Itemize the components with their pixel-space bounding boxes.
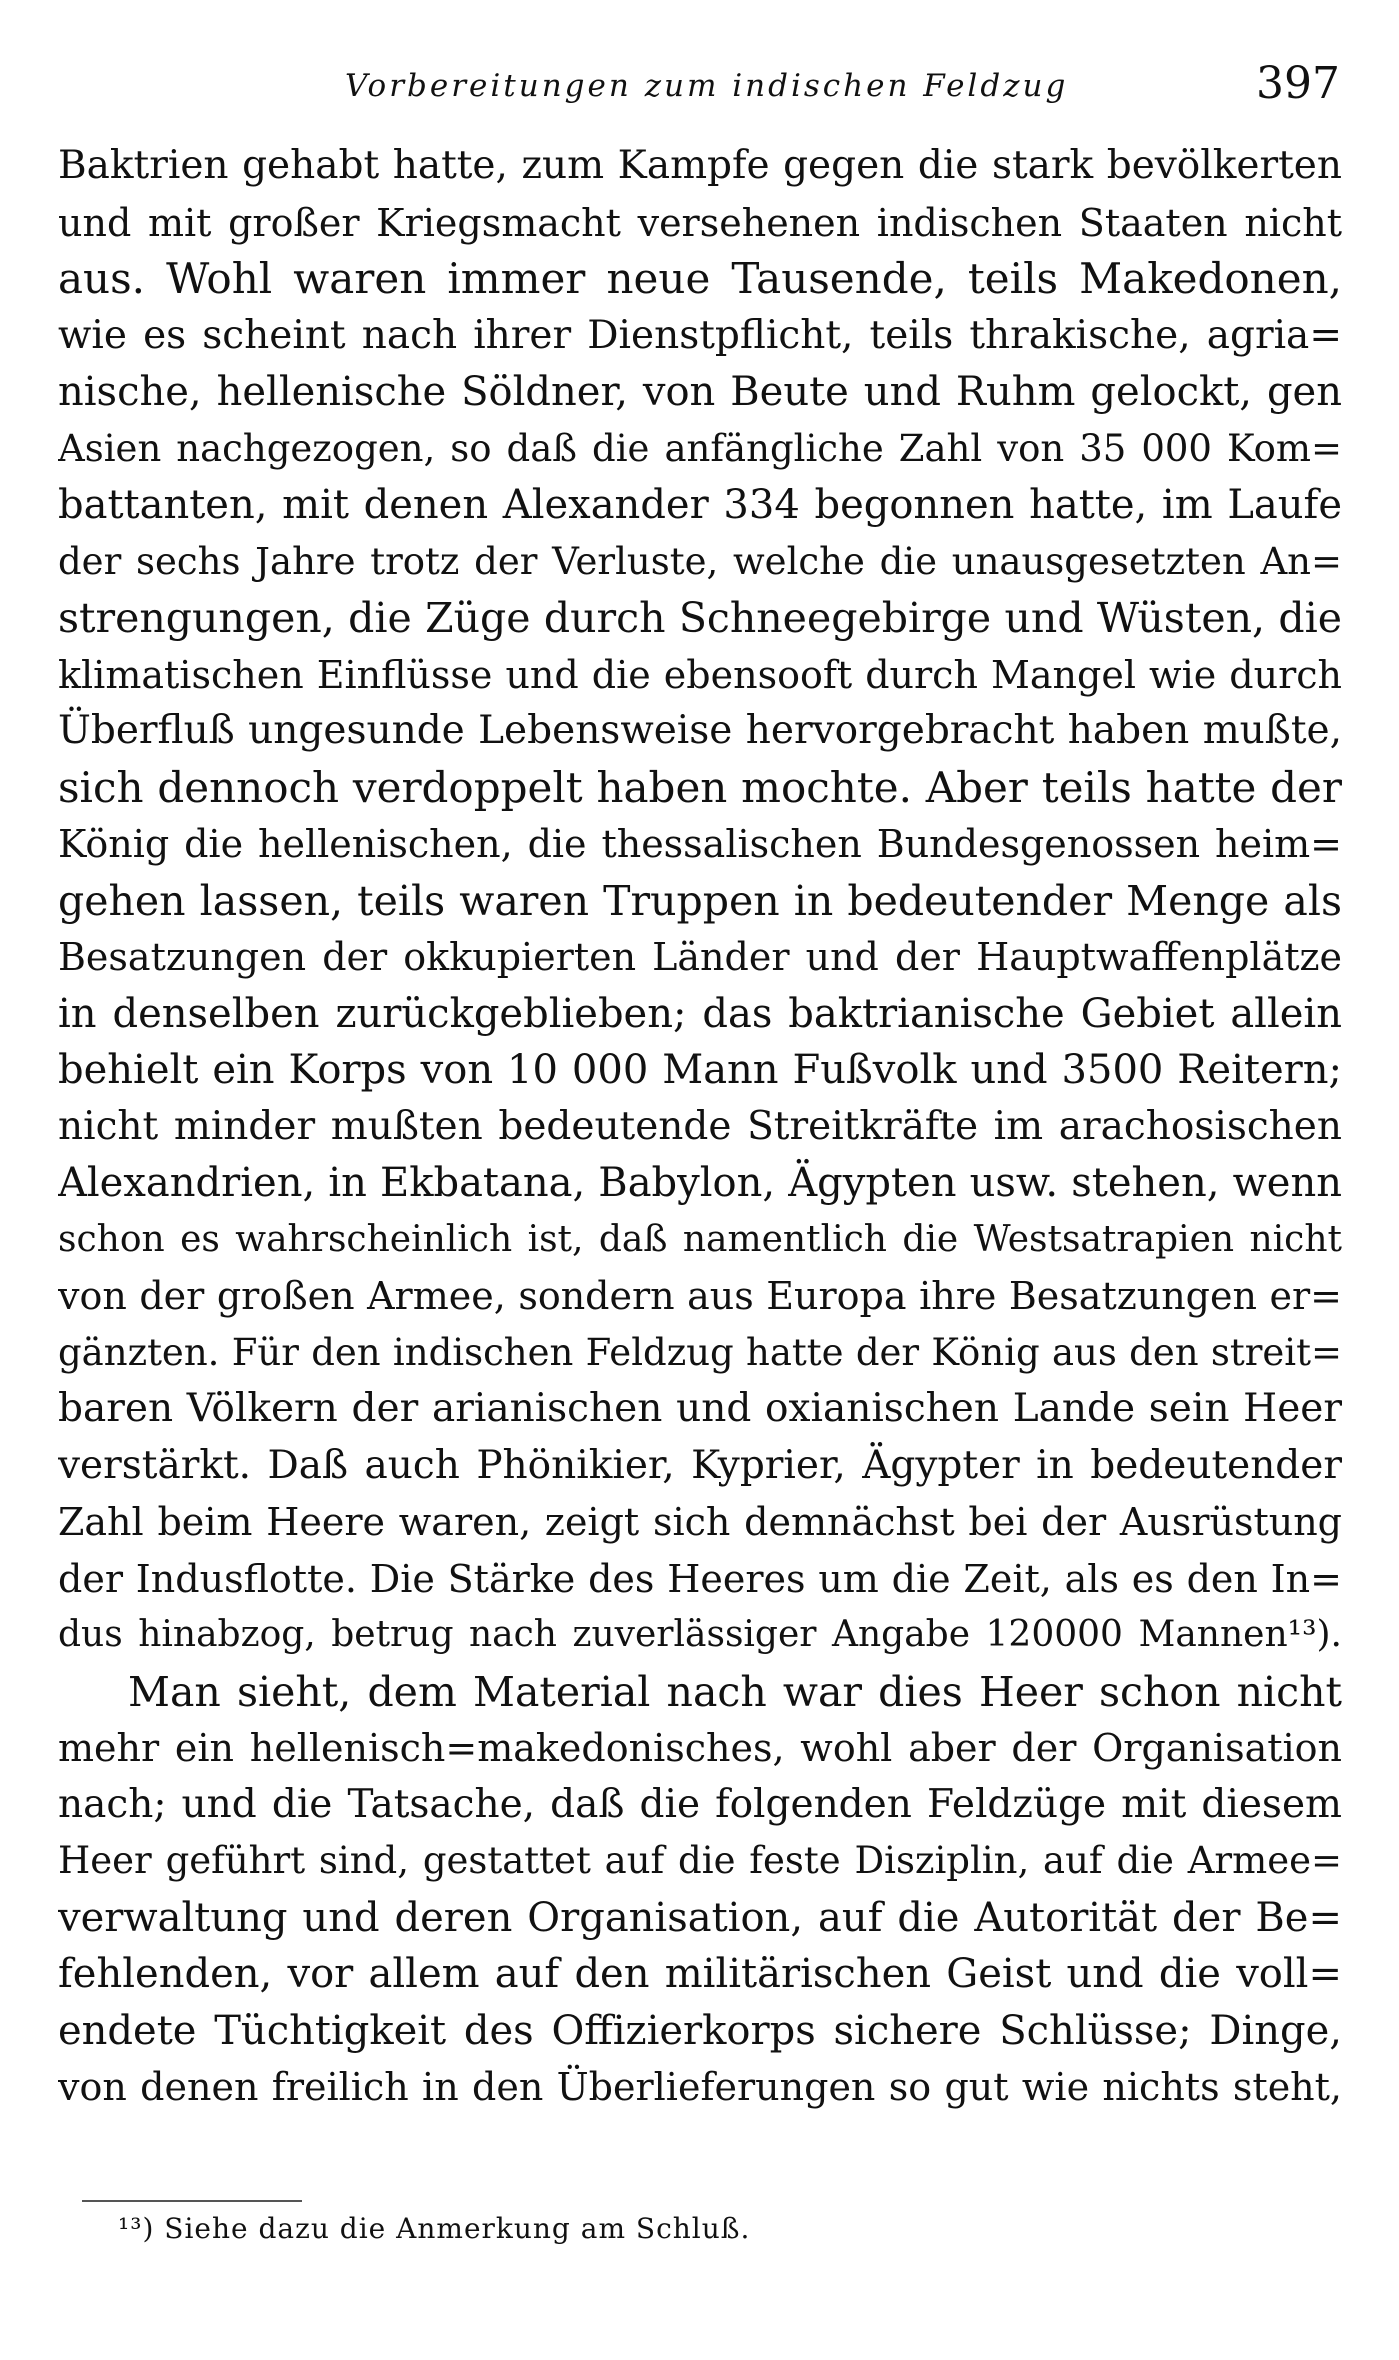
text-line: endete Tüchtigkeit des Offizierkorps sichere Schlüsse; Dinge, [58, 2007, 1342, 2054]
page-header [60, 58, 1340, 118]
text-line: Alexandrien, in Ekbatana, Babylon, Ägypten usw. stehen, wenn [58, 1160, 1342, 1206]
text-line: Man sieht, dem Material nach war dies Heer schon nicht [128, 1667, 1342, 1716]
text-line: fehlenden, vor allem auf den militärischen Geist und die voll= [58, 1951, 1342, 1997]
text-line: sich dennoch verdoppelt haben mochte. Aber teils hatte der [58, 762, 1342, 812]
text-line: battanten, mit denen Alexander 334 begonnen hatte, im Laufe [58, 482, 1342, 528]
paragraph-1 [58, 138, 1342, 1664]
text-line: von der großen Armee, sondern aus Europa ihre Besatzungen er= [58, 1274, 1342, 1318]
text-line: in denselben zurückgeblieben; das baktrianische Gebiet allein [58, 990, 1342, 1037]
text-line: Überfluß ungesunde Lebensweise hervorgebracht haben mußte, [58, 708, 1342, 753]
text-line: der Indusflotte. Die Stärke des Heeres um die Zeit, als es den In= [58, 1556, 1342, 1601]
text-line: gehen lassen, teils waren Truppen in bedeutender Menge als [58, 876, 1342, 925]
text-line: König die hellenischen, die thessalischen Bundesgenossen heim= [58, 822, 1342, 866]
text-line: wie es scheint nach ihrer Dienstpflicht, teils thrakische, agria= [58, 312, 1342, 358]
text-line: Baktrien gehabt hatte, zum Kampfe gegen die stark bevölkerten [58, 143, 1342, 188]
text-line: baren Völkern der arianischen und oxianischen Lande sein Heer [58, 1386, 1342, 1431]
text-line: von denen freilich in den Überlieferungen so gut wie nichts steht, [58, 2065, 1342, 2109]
paragraph-2 [58, 1664, 1342, 2116]
text-line: der sechs Jahre trotz der Verluste, welche die unausgesetzten An= [58, 539, 1342, 583]
text-line: mehr ein hellenisch=makedonisches, wohl aber der Organisation [58, 1726, 1342, 1770]
text-line: Zahl beim Heere waren, zeigt sich demnächst bei der Ausrüstung [58, 1500, 1342, 1544]
text-line: Besatzungen der okkupierten Länder und der Hauptwaffenplätze [58, 935, 1342, 979]
text-line: dus hinabzog, betrug nach zuverlässiger Angabe 120000 Mannen¹³). [58, 1614, 1342, 1655]
text-line: nach; und die Tatsache, daß die folgenden Feldzüge mit diesem [58, 1781, 1342, 1827]
running-head: Vorbereitungen zum indischen Feldzug [345, 68, 1069, 104]
text-line: nicht minder mußten bedeutende Streitkräfte im arachosischen [58, 1103, 1342, 1149]
body-text [58, 138, 1342, 2116]
text-line: Asien nachgezogen, so daß die anfängliche Zahl von 35 000 Kom= [58, 426, 1342, 470]
text-line: strengungen, die Züge durch Schneegebirge und Wüsten, die [58, 594, 1342, 642]
text-line: klimatischen Einflüsse und die ebensooft durch Mangel wie durch [58, 652, 1342, 697]
text-line: verstärkt. Daß auch Phönikier, Kyprier, Ägypter in bedeutender [58, 1442, 1342, 1488]
text-line: gänzten. Für den indischen Feldzug hatte der König aus den streit= [58, 1330, 1342, 1374]
text-line: nische, hellenische Söldner, von Beute und Ruhm gelockt, gen [58, 369, 1342, 415]
text-line: schon es wahrscheinlich ist, daß namentlich die Westsatrapien nicht [58, 1218, 1342, 1260]
text-line: verwaltung und deren Organisation, auf die Autorität der Be= [58, 1894, 1342, 1941]
text-line: Heer geführt sind, gestattet auf die feste Disziplin, auf die Armee= [58, 1839, 1342, 1882]
text-line: aus. Wohl waren immer neue Tausende, teils Makedonen, [58, 254, 1342, 303]
footnote: ¹³) Siehe dazu die Anmerkung am Schluß. [118, 2212, 751, 2245]
footnote-divider [82, 2200, 302, 2202]
text-line: behielt ein Korps von 10 000 Mann Fußvolk und 3500 Reitern; [58, 1047, 1342, 1093]
text-line: und mit großer Kriegsmacht versehenen indischen Staaten nicht [58, 200, 1342, 245]
page-number: 397 [1256, 58, 1340, 109]
